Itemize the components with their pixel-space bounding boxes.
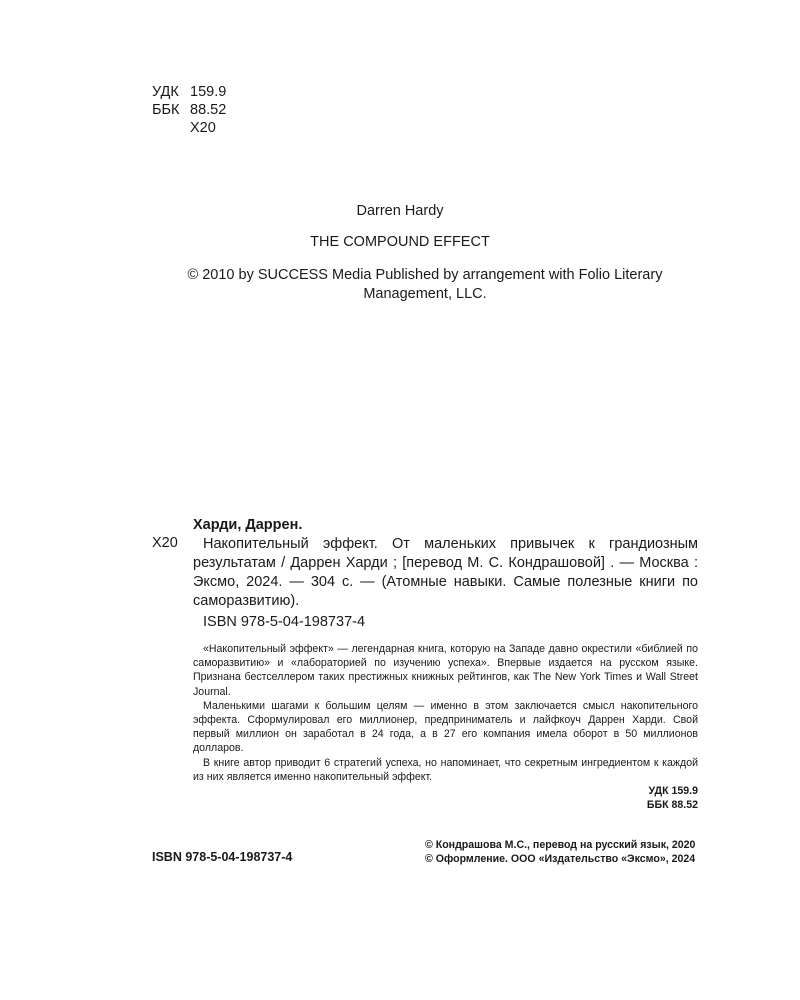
original-title: THE COMPOUND EFFECT xyxy=(310,234,490,250)
classification-codes xyxy=(647,784,698,812)
udk-code: УДК 159.9 xyxy=(648,785,698,797)
bibliographic-isbn: ISBN 978-5-04-198737-4 xyxy=(203,614,366,630)
udk-row xyxy=(152,83,226,101)
bbk-label: ББК xyxy=(152,102,180,118)
udk-label: УДК xyxy=(152,84,179,100)
copyright-notices xyxy=(425,838,695,866)
annotation-paragraph: «Накопительный эффект» — легендарная книга, которую на Западе давно окрестили «библией по саморазвитию» и «лабораторией по изучению успеха». Впервые издается на русском языке. Признана бестселлером таких престижных книжных рейтингов, как The New York Times и Wall Street Journal. xyxy=(193,643,698,698)
bbk-value: 88.52 xyxy=(190,102,227,118)
bibliographic-description: Накопительный эффект. От маленьких привычек к грандиозным результатам / Даррен Харди ; [перевод М. С. Кондрашовой] . — Москва : Эксмо, 2024. — 304 с. — (Атомные навыки. Самые полезные книги по саморазвитию). xyxy=(193,536,698,609)
copyright-design: © Оформление. ООО «Издательство «Эксмо», 2024 xyxy=(425,853,696,865)
original-author: Darren Hardy xyxy=(356,203,444,219)
bbk-row xyxy=(152,101,226,119)
bibliographic-record xyxy=(193,516,698,611)
footer-isbn: ISBN 978-5-04-198737-4 xyxy=(152,850,293,864)
bibliographic-author: Харди, Даррен. xyxy=(193,517,303,533)
annotation xyxy=(193,642,698,784)
original-copyright: © 2010 by SUCCESS Media Published by arrangement with Folio Literary Management, LLC. xyxy=(187,267,663,302)
author-mark: Х20 xyxy=(190,120,216,136)
author-mark-row xyxy=(152,119,226,137)
annotation-paragraph: Маленькими шагами к большим целям — именно в этом заключается смысл накопительного эффекта. Сформулировал его миллионер, предприниматель и лайфкоуч Даррен Харди. Свой первый миллион он заработал в 24 года, а в 27 его компания имела оборот в 50 миллионов долларов. xyxy=(193,699,698,755)
classification-block xyxy=(152,83,226,137)
udk-value: 159.9 xyxy=(190,84,227,100)
annotation-paragraph: В книге автор приводит 6 стратегий успеха, но напоминает, что секретным ингредиентом к каждой из них является именно накопительный эффект. xyxy=(193,756,698,783)
bbk-code: ББК 88.52 xyxy=(646,799,698,811)
bibliographic-author-mark: Х20 xyxy=(152,535,178,551)
copyright-translation: © Кондрашова М.С., перевод на русский язык, 2020 xyxy=(425,839,696,851)
